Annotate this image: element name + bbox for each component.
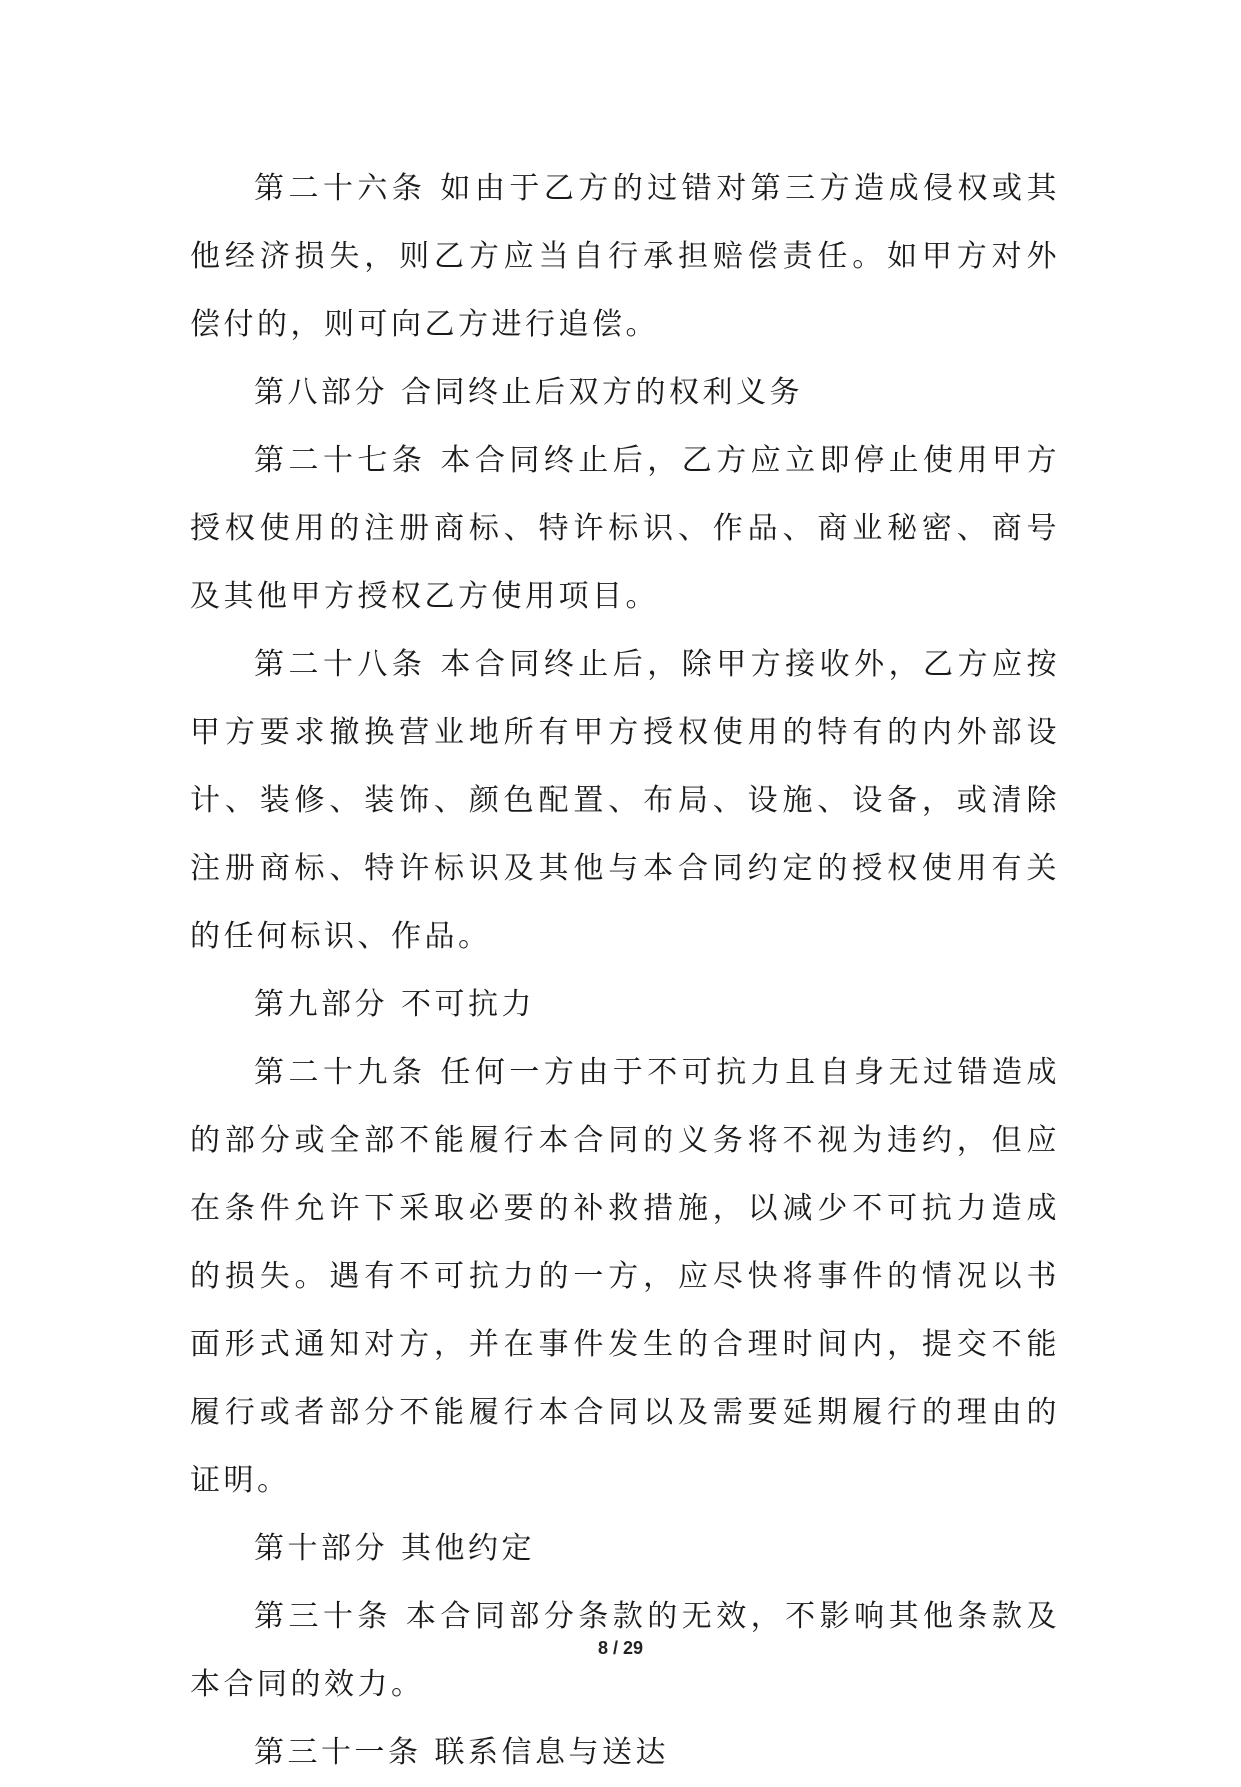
document-body	[190, 155, 1060, 1787]
paragraph-article-30: 第三十条 本合同部分条款的无效，不影响其他条款及本合同的效力。	[190, 1599, 1060, 1702]
paragraph-article-27: 第二十七条 本合同终止后，乙方应立即停止使用甲方授权使用的注册商标、特许标识、作品、商业秘密、商号及其他甲方授权乙方使用项目。	[190, 443, 1060, 614]
section-heading-part-9: 第九部分 不可抗力	[254, 987, 536, 1022]
section-heading-part-8: 第八部分 合同终止后双方的权利义务	[254, 375, 804, 410]
paragraph-article-31: 第三十一条 联系信息与送达	[254, 1735, 670, 1770]
paragraph-article-28: 第二十八条 本合同终止后，除甲方接收外，乙方应按甲方要求撤换营业地所有甲方授权使用的特有的内外部设计、装修、装饰、颜色配置、布局、设施、设备，或清除注册商标、特许标识及其他与本合同约定的授权使用有关的任何标识、作品。	[190, 647, 1060, 954]
page-number: 8 / 29	[597, 1638, 644, 1658]
section-heading-part-10: 第十部分 其他约定	[254, 1531, 536, 1566]
paragraph-article-26: 第二十六条 如由于乙方的过错对第三方造成侵权或其他经济损失，则乙方应当自行承担赔偿责任。如甲方对外偿付的，则可向乙方进行追偿。	[190, 171, 1060, 342]
paragraph-article-29: 第二十九条 任何一方由于不可抗力且自身无过错造成的部分或全部不能履行本合同的义务将不视为违约，但应在条件允许下采取必要的补救措施，以减少不可抗力造成的损失。遇有不可抗力的一方，应尽快将事件的情况以书面形式通知对方，并在事件发生的合理时间内，提交不能履行或者部分不能履行本合同以及需要延期履行的理由的证明。	[190, 1055, 1060, 1498]
